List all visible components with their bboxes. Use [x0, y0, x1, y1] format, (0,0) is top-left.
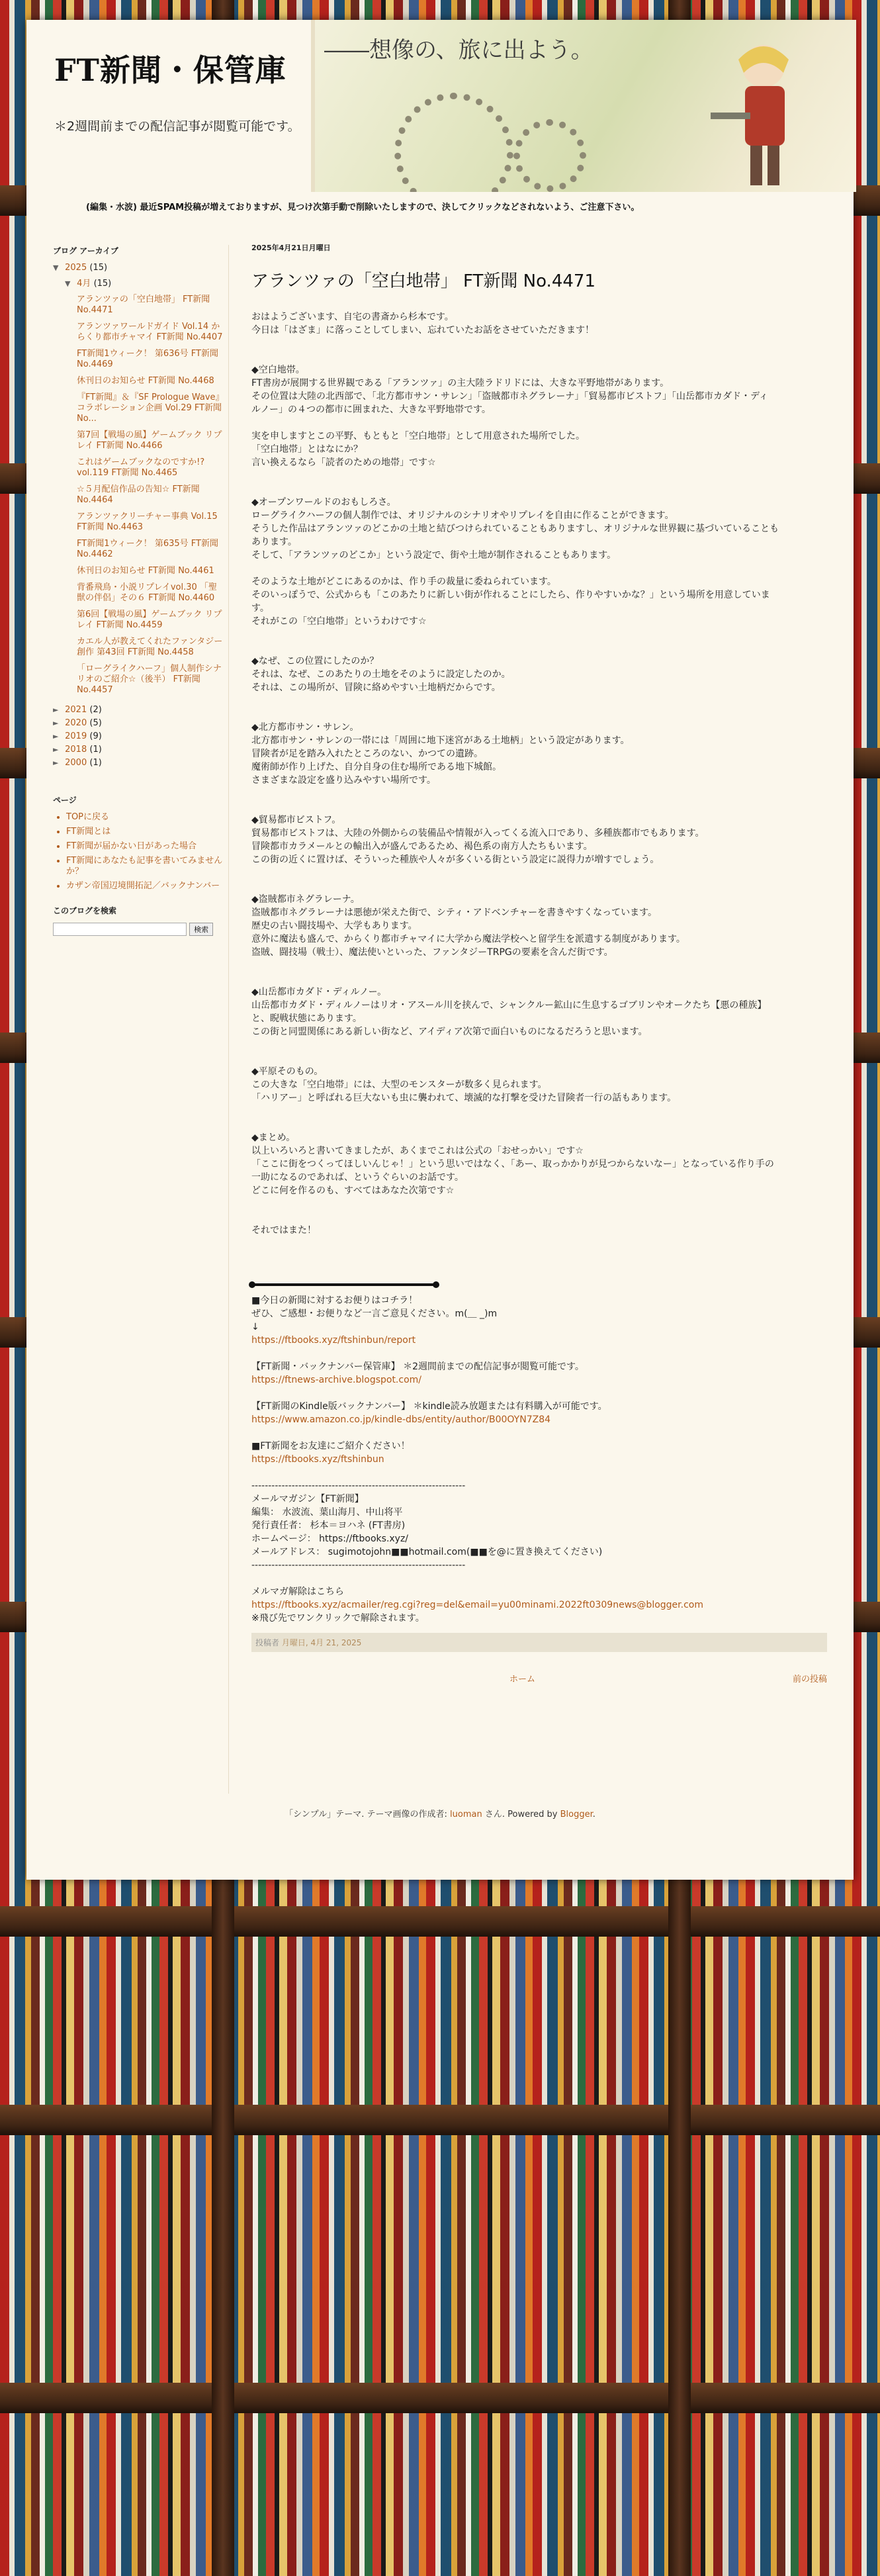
post-body-line: ◆平原そのもの。	[251, 1066, 324, 1077]
archive-year-2021[interactable]	[53, 705, 225, 715]
post-body-line	[251, 1347, 827, 1360]
archive-post-link[interactable]: アランツァクリーチャー事典 Vol.15 FT新聞 No.4463	[77, 512, 218, 532]
archive-post-link[interactable]: これはゲームブックなのですか!? vol.119 FT新聞 No.4465	[77, 457, 205, 478]
archive-year-label[interactable]: 2020	[65, 718, 87, 728]
pages-heading: ページ	[53, 796, 77, 805]
archive-post-link[interactable]: アランツァの「空白地帯」 FT新聞 No.4471	[77, 295, 210, 315]
post-body-link-line	[251, 1334, 827, 1347]
post-footer-label: 投稿者	[255, 1638, 280, 1647]
post-body-line: ◆なぜ、この位置にしたのか？	[251, 656, 379, 667]
post-body-line: ※飛び先でワンクリックで解除されます。	[251, 1613, 425, 1624]
post-body-footer-info	[251, 1294, 827, 1625]
post-body-line: そうした作品はアランツァのどこかの土地と結びつけられていることもありますし、オリジナルな世界観に基づいていることも	[251, 524, 779, 534]
post-body-line: そして、「アランツァのどこか」という設定で、街や土地が制作されることもあります。	[251, 550, 617, 561]
post-body-line	[251, 641, 827, 655]
credits-prefix: 「シンプル」テーマ. テーマ画像の作成者:	[285, 1810, 447, 1819]
archive-post-link[interactable]: 休刊日のお知らせ FT新聞 No.4461	[77, 566, 214, 576]
post-body-link[interactable]: https://ftbooks.xyz/acmailer/reg.cgi?reg=del&email=yu00minami.2022ft0309news@blogger.com	[251, 1600, 703, 1610]
shelf-plank	[0, 2105, 880, 2135]
credits-suffix: .	[592, 1810, 595, 1819]
post-body-link[interactable]: https://ftnews-archive.blogspot.com/	[251, 1375, 422, 1385]
archive-year-label[interactable]: 2025	[65, 263, 87, 273]
post-body-line	[251, 880, 827, 893]
archive-post-link[interactable]: 第7回【戦場の風】ゲームブック リプレイ FT新聞 No.4466	[77, 430, 222, 451]
post-body-line: ■今日の新聞に対するお便りはコチラ！	[251, 1295, 418, 1306]
post-body-line: ◆まとめ。	[251, 1132, 296, 1143]
archive-year-count: (15)	[89, 263, 108, 273]
post-body	[251, 310, 827, 1277]
credits-mid: さん. Powered by	[484, 1810, 558, 1819]
post-body-line: ローグライクハーフの個人制作では、オリジナルのシナリオやリプレイを自由に作ることができます。	[251, 510, 674, 521]
post-body-line: 編集： 水波流、葉山海月、中山将平	[251, 1507, 403, 1518]
post-body-line	[251, 1105, 827, 1118]
expand-triangle-icon[interactable]: ►	[53, 759, 59, 767]
post-body-line: この大きな「空白地帯」には、大型のモンスターが数多く見られます。	[251, 1080, 547, 1090]
post-timestamp-link[interactable]: 月曜日, 4月 21, 2025	[281, 1638, 362, 1647]
post-body-line: ↓	[251, 1322, 259, 1332]
post-body-line: 実を申しますとこの平野、もともと「空白地帯」として用意された場所でした。	[251, 431, 585, 441]
post-body-line	[251, 1387, 827, 1400]
post-body-line	[251, 337, 827, 350]
post-body-line	[251, 350, 827, 363]
post-body-line: 今日は「はざま」に落っことしてしまい、忘れていたお話をさせていただきます！	[251, 325, 594, 336]
post-body-link-line	[251, 1453, 827, 1466]
archive-post-link[interactable]: ☆５月配信作品の告知☆ FT新聞 No.4464	[77, 484, 200, 505]
post-body-line: 盗賊都市ネグラレーナは悪徳が栄えた街で、シティ・アドベンチャーを書きやすくなっています。	[251, 907, 658, 918]
post-body-line: それではまた！	[251, 1225, 316, 1236]
post-body-line: 山岳都市カダド・ディルノーはリオ・アスール川を挟んで、シャンクルー鉱山に生息するゴブリンやオークたち【悪の種族】	[251, 1000, 767, 1011]
search-heading: このブログを検索	[53, 906, 117, 915]
post-body-line	[251, 562, 827, 575]
post-body-line: ----------------------------------------------------------------	[251, 1481, 466, 1491]
post-body-line: 【FT新聞・バックナンバー保管庫】 ＊2週間前までの配信記事が閲覧可能です。	[251, 1361, 584, 1372]
post-body-line	[251, 1250, 827, 1264]
post-footer	[251, 1633, 827, 1652]
post-body-line: 冒険都市カラメールとの輸出入が盛んであるため、褐色系の南方人たちもいます。	[251, 841, 593, 852]
blog-page	[26, 20, 854, 1880]
archive-post-link[interactable]: カエル人が教えてくれたファンタジー創作 第43回 FT新聞 No.4458	[77, 637, 223, 657]
home-link[interactable]: ホーム	[509, 1675, 536, 1684]
column-divider	[228, 245, 229, 1794]
post-body-link[interactable]: https://www.amazon.co.jp/kindle-dbs/entity/author/B00OYN7Z84	[251, 1414, 551, 1425]
post-body-line: おはようございます、自宅の書斎から杉本です。	[251, 312, 454, 322]
older-post-link[interactable]: 前の投稿	[792, 1675, 827, 1684]
archive-year-2018[interactable]	[53, 745, 225, 755]
post-body-line: どこに何を作るのも、すべてはあなた次第です☆	[251, 1185, 455, 1196]
expand-triangle-icon[interactable]: ►	[53, 719, 59, 727]
page-link-about[interactable]: • FT新聞とは	[66, 827, 225, 837]
post-body-line: その位置は大陸の北西部で、「北方都市サン・サレン」「盗賊都市ネグラレーナ」「貿易都市ビストフ」「山岳都市カダド・ディ	[251, 391, 768, 402]
expand-triangle-icon[interactable]: ►	[53, 745, 59, 754]
post-body-line: 北方都市サン・サレンの一帯には「周囲に地下迷宮がある土地柄」という設定があります。	[251, 735, 630, 746]
archive-month-label[interactable]: 4月	[77, 279, 91, 289]
post-body-line: ◆オープンワールドのおもしろさ。	[251, 497, 396, 508]
post-body-line: 「空白地帯」とはなにか？	[251, 444, 363, 455]
gear-decoration	[513, 119, 586, 192]
post-body-line: メルマガ解除はこちら	[251, 1587, 344, 1597]
page-link-write-article[interactable]: • FT新聞にあなたも記事を書いてみませんか？	[66, 856, 225, 877]
post-body-line	[251, 1572, 827, 1585]
post-body-line: 冒険者が足を踏み入れたところのない、かつての遺跡。	[251, 749, 483, 759]
post-body-line: さまざまな設定を盛り込みやすい場所です。	[251, 775, 436, 786]
post-body-line: ◆北方都市サン・サレン。	[251, 722, 359, 733]
archive-post-link[interactable]: 『FT新聞』＆『SF Prologue Wave』コラボレーション企画 Vol.29 FT新聞 No...	[77, 392, 224, 424]
archive-post-link[interactable]: FT新聞1ウィーク！ 第636号 FT新聞 No.4469	[77, 349, 218, 369]
header-slogan: ――想像の、旅に出よう。	[324, 37, 594, 64]
archive-year-count: (1)	[89, 758, 102, 768]
post-body-line	[251, 787, 827, 800]
post-body-line	[251, 1426, 827, 1440]
blog-header	[26, 20, 854, 192]
archive-year-label[interactable]: 2018	[65, 745, 87, 755]
post-body-line	[251, 1052, 827, 1065]
post-body-line: 貿易都市ビストフは、大陸の外側からの装備品や情報が入ってくる流入口であり、多種族都市でもあります。	[251, 828, 705, 839]
post-body-line: メールアドレス： sugimotojohn■■hotmail.com(■■を@に置き換えてください)	[251, 1547, 603, 1557]
archive-post-link[interactable]: 第6回【戦場の風】ゲームブック リプレイ FT新聞 No.4459	[77, 610, 222, 630]
archive-year-count: (2)	[89, 705, 102, 715]
post-body-line	[251, 416, 827, 430]
shelf-plank	[0, 2383, 880, 2413]
post-body-line: この街と同盟関係にある新しい街など、アイディア次第で面白いものになるだろうと思います。	[251, 1027, 648, 1037]
ornamental-rule	[251, 1283, 437, 1286]
spam-notice: (編集・水波) 最近SPAM投稿が増えておりますが、見つけ次第手動で削除いたしますので、決してクリックなどされないよう、ご注意下さい。	[86, 203, 640, 212]
post-body-line: それは、なぜ、このあたりの土地をそのように設定したのか。	[251, 669, 511, 680]
search-widget	[53, 923, 225, 936]
post-body-link-line	[251, 1598, 827, 1612]
archive-year-2019[interactable]	[53, 731, 225, 741]
page-link-top[interactable]: • TOPに戻る	[66, 812, 225, 823]
post-body-line	[251, 1211, 827, 1224]
archive-post-list	[77, 295, 225, 696]
post-body-line	[251, 972, 827, 986]
blog-title[interactable]: FT新聞・保管庫	[54, 52, 286, 88]
post-body-line	[251, 1237, 827, 1250]
post-body-line	[251, 959, 827, 972]
post-body-line: ■FT新聞をお友達にご紹介ください！	[251, 1441, 410, 1451]
post-body-line	[251, 708, 827, 721]
post-body-line: メールマガジン【FT新聞】	[251, 1494, 364, 1504]
shelf-plank	[0, 1906, 880, 1937]
archive-year-label[interactable]: 2021	[65, 705, 87, 715]
post-body-line: そのいっぽうで、公式からも「このあたりに新しい街が作れることにしたら、作りやすいかな？」という場所を用意していま	[251, 590, 770, 600]
expand-triangle-icon[interactable]: ►	[53, 732, 59, 741]
archive-post-link[interactable]: FT新聞1ウィーク！ 第635号 FT新聞 No.4462	[77, 539, 218, 559]
post-date-header: 2025年4月21日月曜日	[251, 244, 331, 252]
post-title[interactable]: アランツァの「空白地帯」 FT新聞 No.4471	[251, 271, 595, 291]
post-body-line	[251, 1466, 827, 1479]
post-body-line: ぜひ、ご感想・お便りなど一言ご意見ください。m(＿ _)m	[251, 1309, 498, 1319]
collapse-triangle-icon[interactable]: ▼	[53, 263, 59, 272]
post-body-line: ホームページ： https://ftbooks.xyz/	[251, 1534, 409, 1544]
post-body-line: す。	[251, 603, 269, 614]
post-body-line: 以上いろいろと書いてきましたが、あくまでこれは公式の「おせっかい」です☆	[251, 1146, 584, 1156]
blog-description: ＊2週間前までの配信記事が閲覧可能です。	[54, 119, 300, 134]
page-link-kazan-backnumber[interactable]: • カザン帝国辺境開拓記／バックナンバー	[66, 881, 225, 892]
sidebar	[53, 245, 225, 936]
post-body-line: 歴史の古い闘技場や、大学もあります。	[251, 921, 418, 931]
post-body-line	[251, 1264, 827, 1277]
archive-year-count: (1)	[89, 745, 102, 755]
archive-year-count: (9)	[89, 731, 102, 741]
header-illustration	[311, 20, 856, 192]
archive-post-link[interactable]: 「ローグライクハーフ」個人制作シナリオのご紹介☆（後半） FT新聞 No.4457	[77, 664, 222, 695]
theme-author-link[interactable]: luoman	[450, 1810, 482, 1819]
post-body-line: ◆空白地帯。	[251, 365, 305, 375]
archive-year-count: (5)	[89, 718, 102, 728]
main-content	[251, 242, 827, 1698]
post-body-line: ◆盗賊都市ネグラレーナ。	[251, 894, 360, 905]
post-body-line: 魔術師が作り上げた、自分自身の住む場所である地下城館。	[251, 762, 502, 772]
archive-month-count: (15)	[93, 279, 112, 289]
archive-year-label[interactable]: 2019	[65, 731, 87, 741]
search-button[interactable]: 検索	[189, 923, 213, 936]
post-body-line: 発行責任者： 杉本＝ヨハネ (FT書房)	[251, 1520, 406, 1531]
post-body-line	[251, 1118, 827, 1131]
gear-decoration	[394, 93, 513, 192]
post-body-line: 「ハリアー」と呼ばれる巨大ないも虫に襲われて、壊滅的な打撃を受けた冒険者一行の話もあります。	[251, 1093, 677, 1103]
post-body-link[interactable]: https://ftbooks.xyz/ftshinbun	[251, 1454, 384, 1465]
post-body-line: 意外に魔法も盛んで、からくり都市チャマイに大学から魔法学校へと留学生を派遣する制度があります。	[251, 934, 685, 944]
post-body-line: 一助になるのであれば、というぐらいのお話です。	[251, 1172, 464, 1183]
archive-month-april[interactable]	[65, 276, 225, 289]
archive-year-2000[interactable]	[53, 758, 225, 768]
post-body-line: FT書房が展開する世界観である「アランツァ」の主大陸ラドリドには、大きな平野地帯があります。	[251, 378, 670, 389]
attribution	[26, 1807, 854, 1819]
post-body-line	[251, 483, 827, 496]
archive-year-label[interactable]: 2000	[65, 758, 87, 768]
post-body-line	[251, 866, 827, 880]
pages-list	[53, 812, 225, 892]
post-body-line: ◆山岳都市カダド・ディルノー。	[251, 987, 387, 997]
post-body-link[interactable]: https://ftbooks.xyz/ftshinbun/report	[251, 1335, 416, 1346]
post-body-link-line	[251, 1413, 827, 1426]
blogger-link[interactable]: Blogger	[560, 1810, 593, 1819]
post-body-line	[251, 800, 827, 813]
post-body-line: 「ここに街をつくってほしいんじゃ！」という思いではなく、「あー、取っかかりが見つからないなー」となっている作り手の	[251, 1159, 774, 1170]
archive-post-link[interactable]: 休刊日のお知らせ FT新聞 No.4468	[77, 376, 214, 386]
post-body-line: それがこの「空白地帯」というわけです☆	[251, 616, 427, 627]
blog-pager	[251, 1672, 827, 1698]
character-illustration	[684, 20, 830, 192]
post-body-line	[251, 628, 827, 641]
expand-triangle-icon[interactable]: ►	[53, 706, 59, 714]
post-body-line	[251, 1038, 827, 1052]
post-body-line: 盗賊、闘技場（戦士）、魔法使いといった、ファンタジーTRPGの要素を含んだ街です。	[251, 947, 613, 958]
archive-year-2020[interactable]	[53, 718, 225, 728]
post-body-line: そのような土地がどこにあるのかは、作り手の裁量に委ねられています。	[251, 576, 556, 587]
post-body-line: ----------------------------------------------------------------	[251, 1560, 466, 1571]
collapse-triangle-icon[interactable]: ▼	[65, 279, 71, 288]
post-body-line	[251, 469, 827, 483]
archive-post-link[interactable]: アランツァワールドガイド Vol.14 からくり都市チャマイ FT新聞 No.4407	[77, 322, 223, 342]
search-input[interactable]	[53, 923, 187, 936]
page-link-not-delivered[interactable]: • FT新聞が届かない日があった場合	[66, 841, 225, 852]
post-body-line: それは、この場所が、冒険に絡めやすい土地柄だからです。	[251, 682, 501, 693]
post-body-line: あります。	[251, 537, 297, 547]
post-body-line: 【FT新聞のKindle版バックナンバー】 ＊kindle読み放題または有料購入が可能です。	[251, 1401, 607, 1412]
post-body-line	[251, 1197, 827, 1211]
post-body-link-line	[251, 1373, 827, 1387]
post-body-line: と、睨戦状態にあります。	[251, 1013, 362, 1024]
post-body-line: ルノー」の４つの都市に囲まれた、大きな平野地帯です。	[251, 404, 491, 415]
archive-year-2025[interactable]	[53, 263, 225, 273]
post-body-line: ◆貿易都市ビストフ。	[251, 815, 341, 825]
post-body-line	[251, 694, 827, 708]
post-body-line: この街の近くに置けば、そういった種族や人々が多くいる街という設定に説得力が増すでしょう。	[251, 854, 660, 865]
archive-post-link[interactable]: 背番飛鳥・小説リプレイvol.30 「聖獣の伴侶」その６ FT新聞 No.4460	[77, 582, 217, 603]
post-body-line: 言い換えるなら「読者のための地帯」です☆	[251, 457, 436, 468]
archive-heading: ブログ アーカイブ	[53, 246, 118, 255]
